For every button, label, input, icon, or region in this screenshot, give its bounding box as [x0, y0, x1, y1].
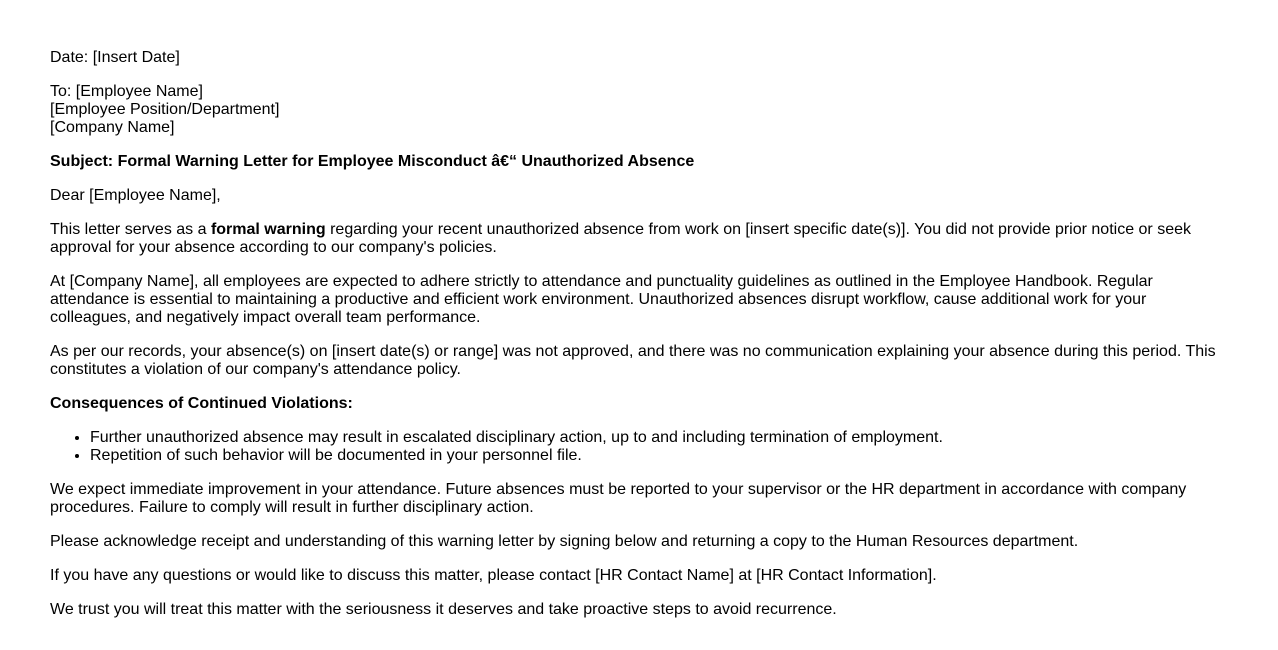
recipient-block	[50, 83, 1230, 137]
subject-text: Subject: Formal Warning Letter for Employee Misconduct â€“ Unauthorized Absence	[50, 153, 695, 170]
paragraph-records: As per our records, your absence(s) on [insert date(s) or range] was not approved, and there was no communication explaining your absence during this period. This constitutes a violation of our company's attendance policy.	[50, 343, 1216, 378]
formal-warning-emphasis: formal warning	[210, 221, 326, 238]
salutation: Dear [Employee Name],	[50, 187, 221, 204]
recipient-company-line: [Company Name]	[50, 119, 175, 136]
warning-letter	[50, 49, 1230, 635]
subject-line	[50, 153, 1230, 171]
paragraph-formal-warning	[50, 221, 1230, 257]
paragraph-acknowledge: Please acknowledge receipt and understanding of this warning letter by signing below and returning a copy to the Human Resources department.	[50, 533, 1079, 550]
consequences-heading: Consequences of Continued Violations:	[50, 395, 353, 412]
paragraph-formal-warning-intro: This letter serves as a	[50, 221, 211, 238]
recipient-name-line: To: [Employee Name]	[50, 83, 203, 100]
paragraph-contact: If you have any questions or would like to discuss this matter, please contact [HR Contact Name] at [HR Contact Information].	[50, 567, 937, 584]
paragraph-attendance-policy: At [Company Name], all employees are expected to adhere strictly to attendance and punctuality guidelines as outlined in the Employee Handbook. Regular attendance is essential to maintaining a productive and efficient work environment. Unauthorized absences disrupt workflow, cause additional work for your colleagues, and negatively impact overall team performance.	[50, 273, 1153, 326]
paragraph-closing: We trust you will treat this matter with the seriousness it deserves and take proactive steps to avoid recurrence.	[50, 601, 837, 618]
paragraph-formal-warning-body: regarding your recent unauthorized absence from work on [insert specific date(s)]. You did not provide prior notice or seek approval for your absence according to our company's policies.	[50, 221, 1191, 256]
paragraph-expectations: We expect immediate improvement in your attendance. Future absences must be reported to your supervisor or the HR department in accordance with company procedures. Failure to comply will result in further disciplinary action.	[50, 481, 1187, 516]
consequences-list	[50, 429, 1230, 465]
list-item: • Repetition of such behavior will be documented in your personnel file.	[90, 447, 1230, 465]
recipient-position-line: [Employee Position/Department]	[50, 101, 280, 118]
list-item: • Further unauthorized absence may result in escalated disciplinary action, up to and including termination of employment.	[90, 429, 1230, 447]
date-line: Date: [Insert Date]	[50, 49, 180, 66]
